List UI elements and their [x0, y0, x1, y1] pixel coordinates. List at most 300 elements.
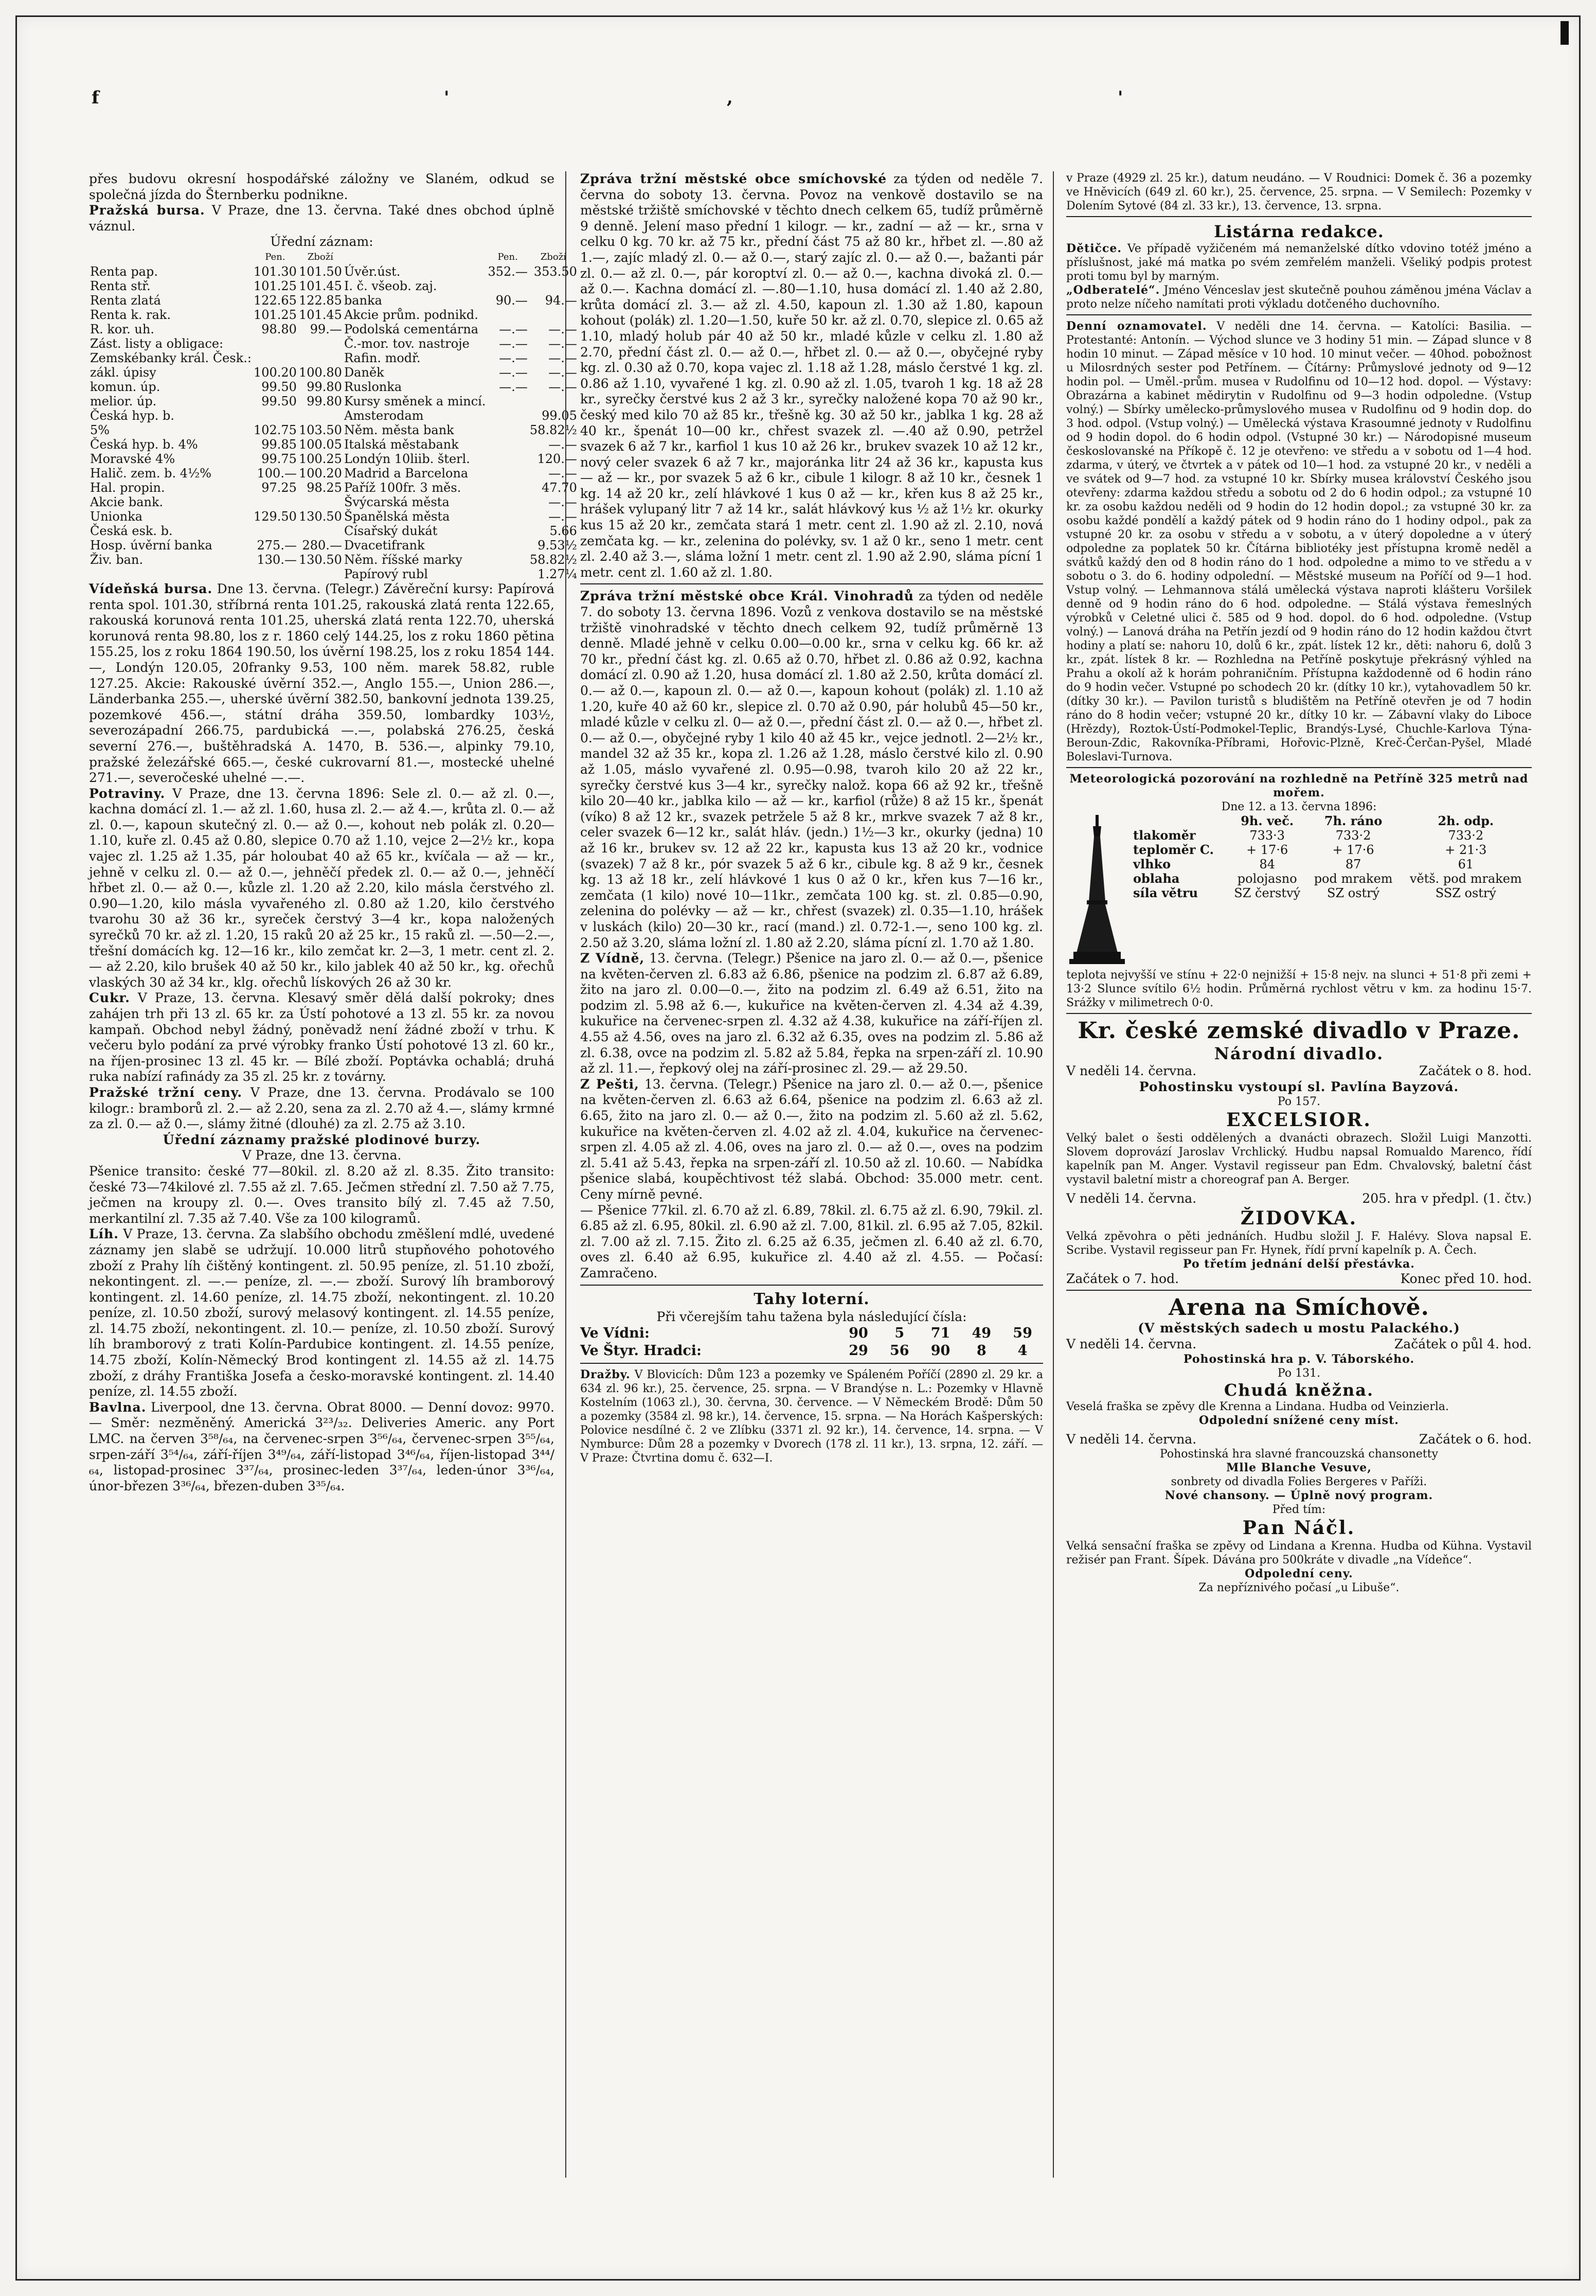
rates-body	[89, 264, 578, 581]
zidovka-note: Po třetím jednání delší přestávka.	[1183, 1257, 1415, 1271]
rates-cell: 122.65	[253, 293, 297, 308]
bavlna-article	[89, 1400, 554, 1494]
rates-cell: 103.50	[298, 422, 342, 437]
rates-cell: Dvacetifrank	[344, 538, 425, 553]
weather-col-header: 9h. več.	[1241, 813, 1294, 828]
rates-cell: 1.27¼	[537, 566, 577, 581]
rates-cell: Londýn 10liib. šterl.	[344, 451, 470, 466]
rates-cell: —.—	[548, 336, 577, 351]
rates-cell: Španělská města	[344, 509, 450, 524]
rates-row	[89, 423, 578, 437]
rates-cell: 99.50	[261, 379, 297, 394]
lottery-number: 56	[889, 1343, 909, 1359]
arena-title: Arena na Smíchově.	[1168, 1294, 1429, 1321]
intro-text: přes budovu okresní hospodářské záložny ve Slaném, odkud se společná jízda do Šternberku podnikne.	[89, 171, 554, 202]
letter-item-text: Jméno Vénceslav jest skutečně pouhou záměnou jména Václav a proto nelze níčeho namítati proti výkladu dotčeného duchovního.	[1066, 284, 1532, 311]
rates-cell: 5.66	[549, 523, 577, 538]
letter-item-text: Ve případě vyžičeném má nemanželské dítko vdovino totéž jméno a příslušnost, jaké má matka po svém zemřelém manželi. Všeliký podpis protest proti tomu byl by marným.	[1066, 242, 1532, 283]
rates-col-header: Zboží	[540, 251, 566, 262]
rates-cell	[487, 509, 528, 524]
rates-row	[89, 452, 578, 466]
rates-cell: Zást. listy a obligace:	[90, 336, 224, 351]
rates-cell: 275.—	[257, 538, 297, 553]
letter-item-head: „Odberatelé“.	[1066, 283, 1160, 297]
pest-grain-head: Z Pešti,	[580, 1076, 639, 1092]
rates-cell	[487, 279, 528, 293]
rates-cell: 352.—	[488, 264, 528, 279]
vinohrady-market-text: za týden od neděle 7. do soboty 13. června 1896. Vozů z venkova dostavilo se na městské tržiště vinohradské v těchto dnech celkem 92, tudíž průměrně 13 denně. Mladé jehně v celku 0.00—0.00 kr., srna v celku kg. 66 kr. až 70 kr., přední část kg. zl. 0.65 až 0.70, hřbet zl. 0.86 až 0.92, kachna domácí zl. 0.90 až 1.20, husa domácí zl. 1.80 až 2.50, krůta domácí zl. 0.— až 0.—, kapoun zl. 0.— až 0.—, kapoun kohout (polák) zl. 1.10 až 1.20, kuře 40 až 60 kr., slepice zl. 0.70 až 0.90, pár holubů 45—50 kr., mladé kůzle v celku zl. 0— až 0.—, přední část zl. 0.— až 0.—, hřbet zl. 0.— až 0.—, obyčejné ryby 1 kilo 40 až 45 kr., vejce jednotl. 2—2½ kr., mandel 32 až 35 kr., kopa zl. 1.26 až 1.28, máslo čerstvé kilo zl. 0.90 až 1.05, máslo vyvařené zl. 0.95—0.98, tvaroh kilo 20 až 22 kr., syrečky čerstvé kus 3—4 kr., syrečky nalož. kopa 66 až 92 kr., třešně kilo 20—40 kr., jablka kilo — až — kr., karfiol (růže) 8 až 15 kr., špenát (víko) 8 až 12 kr., svazek petržele 5 až 8 kr., mrkve svazek 7 až 8 kr., celer svazek 6—12 kr., salát hláv. (jedn.) 1½—3 kr., okurky (jedna) 10 až 16 kr., brukev sv. 12 až 22 kr., kapusta kus 13 až 20 kr., vodnice (svazek) 7 až 8 kr., pór svazek 5 až 6 kr., cibule kg. 8 až 9 kr., česnek kg. 13 až 18 kr., zelí hlávkové 1 kus 0 až 0 kr., křen kus 7—16 kr., zemčata (1 kilo) nové 10—11kr., zemčata 100 kg. st. zl. 0.85—0.90, zelenina do polévky — až — kr., chřest (svazek) zl. 0.35—1.10, hrášek v luskách (kilo) 20—30 kr., rací (mand.) zl. 0.72-1.—, seno 100 kg. zl. 2.50 až 3.20, sláma ložní zl. 1.80 až 2.20, sláma pícní zl. 1.70 až 1.80.	[580, 589, 1043, 950]
rates-row	[89, 437, 578, 452]
zidovka-start: Začátek o 7. hod.	[1066, 1271, 1179, 1286]
produce-exchange-text: Pšenice transito: české 77—80kil. zl. 8.20 až zl. 8.35. Žito transito: české 73—74kilové zl. 7.55 až zl. 7.65. Ječmen střední zl. 7.50 až 7.75, ječmen na kroupy zl. 0.—. Oves transito bílý zl. 7.45 až 7.50, merkantilní zl. 7.35 až 7.40. Vše za 100 kilogramů.	[89, 1163, 554, 1226]
rates-cell: 130.50	[298, 509, 342, 524]
vienna-grain-article	[580, 951, 1043, 1077]
rates-row	[89, 264, 578, 279]
weather-row	[1132, 857, 1532, 871]
zidovka-number: 205. hra v předpl. (1. čtv.)	[1362, 1191, 1532, 1206]
arena-date-1: V neděli 14. června.	[1066, 1336, 1197, 1351]
rates-cell: Renta stř.	[90, 278, 151, 293]
daily-notices	[1066, 319, 1532, 764]
weather-row	[1132, 886, 1532, 900]
rates-cell: 101.30	[253, 264, 297, 279]
weather-date: Dne 12. a 13. června 1896:	[1221, 800, 1377, 813]
arena-schedule-1	[1066, 1337, 1532, 1352]
rates-cell: Renta zlatá	[90, 293, 161, 308]
rates-cell: Živ. ban.	[90, 552, 144, 567]
rates-cell	[529, 308, 578, 322]
print-marks: f ' , '	[92, 87, 1123, 108]
rates-cell	[487, 394, 528, 408]
weather-label: vlhko	[1133, 857, 1171, 871]
arena-guest-2: Pohostinská hra slavné francouzská chansonetty	[1159, 1448, 1439, 1461]
rates-cell: Renta pap.	[90, 264, 158, 279]
vienna-grain-text: 13. června. (Telegr.) Pšenice na jaro zl. 0.— až 0.—, pšenice na květen-červen zl. 6.83 až 6.86, pšenice na podzim zl. 6.87 až 6.89, žito na jaro zl. 0.00—0.—, žito na podzim zl. 6.49 až 6.51, žito na podzim zl. 5.98 až 6.—, kukuřice na květen-červen zl. 4.34 až 4.39, kukuřice na červenec-srpen zl. 4.32 až 4.38, kukuřice na září-říjen zl. 4.55 až 4.56, oves na jaro zl. 6.32 až 6.35, oves na podzim zl. 5.86 až zl. 6.38, ovce na podzim zl. 5.82 až 5.84, řepka na srpen-září zl. 10.90 až zl. 11.—, řepkový olej na září-prosinec zl. 29.— až 29.50.	[580, 951, 1043, 1076]
pest-grain-prices: — Pšenice 77kil. zl. 6.70 až zl. 6.89, 78kil. zl. 6.75 až zl. 6.90, 79kil. zl. 6.85 až zl. 6.95, 80kil. zl. 6.90 až zl. 7.00, 81kil. zl. 6.95 až 7.05, 82kil. zl. 7.00 až zl. 7.15. Žito zl. 6.25 až 6.35, ječmen zl. 6.40 až zl. 6.70, oves zl. 6.40 až 6.95, kukuřice zl. 4.40 až zl. 4.55. — Počasí: Zamračeno.	[580, 1202, 1043, 1280]
arena-program-note: Nové chansony. — Úplně nový program.	[1164, 1489, 1433, 1503]
rates-row	[89, 509, 578, 524]
pan-nacl-note: Odpolední ceny.	[1245, 1567, 1353, 1581]
rates-cell: Papírový rubl	[344, 566, 428, 581]
weather-table	[1132, 814, 1532, 900]
rates-row	[89, 538, 578, 553]
nd-start: Začátek o 8. hod.	[1419, 1063, 1532, 1078]
rates-cell: Podolská cementárna	[344, 322, 479, 336]
weather-value: SZ čerstvý	[1234, 886, 1301, 900]
national-theatre-subtitle: Národní divadlo.	[1214, 1044, 1384, 1063]
cukr-article	[89, 990, 554, 1085]
zidovka-end: Konec před 10. hod.	[1400, 1271, 1532, 1286]
rates-cell	[298, 336, 343, 351]
rates-cell: 99.05	[542, 408, 577, 423]
weather-value: polojasno	[1237, 871, 1297, 886]
weather-title: Meteorologická pozorování na rozhledně na Petříně 325 metrů nad mořem.	[1069, 772, 1529, 799]
cukr-text: V Praze, 13. června. Klesavý směr dělá další pokroky; dnes zahájen trh při 13 zl. 65 kr. za Ústí pohotové a 13 zl. 55 kr. za novou kampaň. Obchod nebyl žádný, poněvadž není žádné zboží v trhu. K večeru bylo podání za prvé výrobky franko Ústí pohotové 13 zl. 60 kr., na říjen-prosinec 13 zl. 45 kr. — Bílé zboží. Poptávka ochablá; druhá ruka nabízí rafinády za 35 zl. 25 kr. z továrny.	[89, 990, 554, 1084]
arena-number: Po 131.	[1277, 1366, 1321, 1380]
rates-row	[89, 279, 578, 293]
lottery-row	[580, 1325, 1043, 1342]
rates-col-header: Pen.	[497, 251, 518, 262]
rates-cell: 99.80	[307, 394, 342, 408]
divider	[580, 1363, 1043, 1364]
prague-bourse-article	[89, 203, 554, 234]
rates-row	[89, 365, 578, 380]
rates-header-row	[89, 250, 578, 264]
rates-row	[89, 308, 578, 322]
weather-value: + 17·6	[1332, 843, 1374, 857]
nd-guest: Pohostinsku vystoupí sl. Pavlína Bayzová.	[1139, 1079, 1459, 1094]
rates-cell: R. kor. uh.	[90, 322, 154, 336]
rates-cell: 99.85	[261, 437, 297, 452]
zidovka-times	[1066, 1271, 1532, 1287]
weather-value: 61	[1458, 857, 1474, 871]
rates-cell: Hosp. úvěrní banka	[90, 538, 212, 553]
divider	[1066, 1013, 1532, 1014]
weather-header-row	[1132, 814, 1532, 828]
rates-cell: 101.25	[253, 278, 297, 293]
rates-cell: 120.—	[537, 451, 577, 466]
weather-value: 84	[1259, 857, 1275, 871]
rates-cell: Italská městabank	[344, 437, 459, 452]
weather-value: + 17·6	[1246, 843, 1288, 857]
arena-guest: Pohostinská hra p. V. Táborského.	[1183, 1352, 1415, 1366]
rates-cell	[487, 524, 528, 538]
column-1	[89, 171, 577, 2239]
market-prices-article	[89, 1085, 554, 1132]
rates-cell: 47.70	[542, 480, 577, 495]
rates-cell: —.—	[548, 466, 577, 480]
rates-cell: Císařský dukát	[344, 523, 438, 538]
rates-cell	[487, 308, 528, 322]
rates-cell	[487, 567, 528, 581]
rates-cell	[487, 423, 528, 437]
letters-title: Listárna redakce.	[1214, 222, 1384, 241]
prague-bourse-text: V Praze, dne 13. června. Také dnes obchod úplně váznul.	[89, 203, 554, 234]
lih-article	[89, 1226, 554, 1400]
rates-cell: 58.82½	[529, 422, 577, 437]
weather-row	[1132, 843, 1532, 857]
rates-cell: 100.80	[298, 365, 342, 380]
lottery-number: 90	[849, 1325, 868, 1342]
rates-cell	[298, 408, 343, 423]
produce-exchange-title: Úřední záznamy pražské plodinové burzy.	[163, 1132, 481, 1147]
rates-cell	[529, 279, 578, 293]
arena-date-2: V neděli 14. června.	[1066, 1431, 1197, 1447]
rates-cell: Česká esk. b.	[90, 523, 173, 538]
auctions-article	[580, 1368, 1043, 1465]
rates-row	[89, 466, 578, 480]
weather-value: 733·2	[1448, 828, 1484, 843]
nd-schedule	[1066, 1063, 1532, 1079]
weather-label: teploměr C.	[1133, 842, 1214, 857]
rates-cell	[487, 437, 528, 452]
produce-exchange-date: V Praze, dne 13. června.	[242, 1148, 402, 1163]
rates-cell: —.—	[548, 365, 577, 380]
nd-date: V neděli 14. června.	[1066, 1063, 1197, 1078]
rates-row	[89, 293, 578, 308]
divider	[1066, 314, 1532, 315]
rates-cell: Česká hyp. b. 4%	[90, 437, 198, 452]
weather-value: 733·3	[1249, 828, 1285, 843]
excelsior-text: Velký balet o šesti oddělených a dvanácti obrazech. Složil Luigi Manzotti. Slovem doprovází Jaroslav Vrchlický. Hudbu napsal Romualdo Marenco, řídí kapelník pan M. Anger. Vystavil regisseur pan Edm. Chvalovský, baletní část vystavil baletní mistr a choreograf pan A. Berger.	[1066, 1132, 1532, 1187]
rates-cell: Amsterodam	[344, 408, 424, 423]
rates-row	[89, 322, 578, 336]
rates-cell	[487, 495, 528, 509]
lottery-city: Ve Vídni:	[580, 1325, 650, 1342]
chuda-knezna-title: Chudá kněžna.	[1224, 1380, 1374, 1400]
rates-cell: —.—	[548, 322, 577, 336]
rates-cell: 99.80	[307, 379, 342, 394]
rates-cell	[298, 351, 343, 365]
rates-row	[89, 480, 578, 495]
lottery-number: 49	[972, 1325, 992, 1342]
rates-cell	[89, 567, 253, 581]
weather-label: síla větru	[1133, 885, 1198, 900]
weather-value: + 21·3	[1445, 843, 1487, 857]
rates-cell: 101.50	[298, 264, 342, 279]
rates-cell: —.—	[499, 350, 528, 365]
weather-block	[1066, 814, 1532, 968]
smichov-market-head: Zpráva tržní městské obce smíchovské	[580, 171, 887, 186]
rates-cell: Akcie bank.	[90, 494, 164, 509]
divider	[1066, 767, 1532, 768]
auctions-text: V Blovicích: Dům 123 a pozemky ve Spáleném Poříčí (2890 zl. 29 kr. a 634 zl. 96 kr.), 25. července, 25. srpna. — V Brandýse n. L.: Pozemky v Hlavně Kostelním (1063 zl.), 30. června, 30. července. — V Německém Brodě: Dům 50 a pozemky (3584 zl. 98 kr.), 14. července, 15. srpna. — Na Horách Kašperských: Polovice nesdílné č. 2 ve Zlíbku (3371 zl. 92 kr.), 14. července, 14. srpna. — V Nymburce: Dům 28 a pozemky v Dvorech (178 zl. 11 kr.), 13. srpna, 12. září. — V Praze: Čtvrtina domu č. 632—I.	[580, 1368, 1043, 1465]
rates-cell: Rafin. modř.	[344, 350, 421, 365]
rates-cell: 58.82½	[529, 552, 577, 567]
rates-cell: banka	[344, 293, 382, 308]
vienna-bourse-article	[89, 581, 554, 786]
bavlna-head: Bavlna.	[89, 1399, 147, 1415]
rates-cell: 100.25	[298, 451, 342, 466]
rates-cell: Úvěr.úst.	[344, 264, 401, 279]
rates-cell: —.—	[499, 379, 528, 394]
pan-nacl-title: Pan Náčl.	[1242, 1517, 1356, 1539]
weather-label: oblaha	[1133, 871, 1180, 886]
lottery-number: 90	[930, 1343, 951, 1359]
bavlna-text: Liverpool, dne 13. června. Obrat 8000. — Denní dovoz: 9970. — Směr: nezměněný. Americká 3²³/₃₂. Deliveries Americ. any Port LMC. na červen 3⁵⁸/₆₄, na červenec-srpen 3⁵⁶/₆₄, červenec-srpen 3⁵⁵/₆₄, srpen-září 3⁵⁴/₆₄, září-říjen 3⁴⁹/₆₄, září-listopad 3⁴⁶/₆₄, říjen-listopad 3⁴⁴/₆₄, listopad-prosinec 3³⁷/₆₄, prosinec-leden 3³⁷/₆₄, leden-únor 3³⁶/₆₄, únor-březen 3³⁶/₆₄, březen-duben 3³⁵/₆₄.	[89, 1399, 554, 1493]
corner-mark	[1561, 21, 1569, 45]
rates-cell	[253, 336, 298, 351]
lih-text: V Praze, 13. června. Za slabšího obchodu změšlení mdlé, uvedené záznamy jen slabě se udržují. 10.000 litrů stupňového pohotového zboží z Prahy líh čištěný kontingent. zl. 50.95 peníze, zl. 51.10 zboží, nekontingent. zl. —.— peníze, zl. —.— zboží. Surový líh bramborový kontingent. zl. 14.60 peníze, zl. 14.75 zboží, nekontingent. zl. 10.20 peníze, zl. 10.50 zboží, surový melasový kontingent. zl. 14.55 peníze, zl. 14.75 zboží, nekontingent. zl. 10.— peníze, zl. 10.50 zboží. Surový líh bramborový z trati Kolín-Pardubice kontingent. zl. 14.55 peníze, 14.75 zboží, Kolín-Německý Brod kontingent zl. 14.55 až zl. 14.75 zboží, z dráhy Františka Josefa a česko-moravské kontingent. zl. 14.40 peníze, zl. 14.55 zboží.	[89, 1226, 554, 1399]
column-3	[1066, 171, 1532, 2239]
rates-cell: 100.20	[298, 466, 342, 480]
rates-cell: —.—	[548, 494, 577, 509]
rates-cell: Akcie prům. podnikd.	[344, 307, 478, 322]
arena-before: Před tím:	[1272, 1503, 1326, 1517]
rates-cell: —.—	[499, 322, 528, 336]
potraviny-head: Potraviny.	[89, 786, 166, 801]
rates-cell: Zemskébanky král. Česk.:	[90, 350, 252, 365]
rates-cell: Daněk	[344, 365, 384, 380]
cukr-head: Cukr.	[89, 990, 130, 1006]
rates-cell: Něm. říšské marky	[344, 552, 462, 567]
pan-nacl-weather: Za nepříznivého počasí „u Libuše“.	[1198, 1581, 1400, 1595]
rates-cell	[253, 408, 298, 423]
arena-schedule-2	[1066, 1432, 1532, 1448]
arena-guest-origin: sonbrety od divadla Folies Bergeres v Paříži.	[1171, 1475, 1427, 1489]
zidovka-text: Velká zpěvohra o pěti jednáních. Hudbu složil J. F. Halévy. Slova napsal E. Scribe. Vystavil regisseur pan Fr. Hynek, řídí první kapelník p. A. Čech.	[1066, 1230, 1532, 1257]
rates-cell: —.—	[499, 365, 528, 380]
rates-cell: Unionka	[90, 509, 143, 524]
rates-cell: 129.50	[253, 509, 297, 524]
rates-cell: Madrid a Barcelona	[344, 466, 469, 480]
rates-cell	[487, 553, 528, 567]
weather-label: tlakoměr	[1133, 828, 1196, 843]
potraviny-article	[89, 786, 554, 991]
arena-start-2: Začátek o 6. hod.	[1419, 1431, 1532, 1447]
divider	[580, 583, 1043, 584]
rates-cell: 102.75	[253, 422, 297, 437]
daily-notices-text: V neděli dne 14. června. — Katolíci: Basilia. — Protestanté: Antonín. — Východ slunce ve 3 hodiny 51 min. — Západ slunce v 8 hodin 10 minut. — Západ měsíce v 10 hod. 10 minut večer. — 40hod. pobožnost u Milosrdných sester pod Petřínem. — Čítárny: Průmyslové jednoty od 9—12 hodin pol. — Uměl.-prům. musea v Rudolfinu od 10—12 hod. dopol. — Výstavy: Obrazárna a kabinet mědirytin v Rudolfinu od 9—3 hodin odpoledne. (Vstup volný.) — Sbírky umělecko-průmyslového musea v Rudolfinu od 9 hodin dop. do 3 hod. odpol. (Vstup volný.) — Umělecká výstava Krasoumné jednoty v Rudolfinu od 9 hodin dopol. do 6 hodin odpol. (Vstupné 30 kr.) — Národopisné museum českoslovanské na Příkopě č. 12 je otevřeno: ve středu a v sobotu od 1—4 hod. zdarma, v úterý, ve čtvrtek a v pátek od 10—1 hod. za vstupné 20 kr., v neděli a ve svátek od 9—7 hod. za vstupné 10 kr. Sbírky musea království Českého jsou otevřeny: zdarma každou středu a sobotu od 2 do 6 hodin odpol.; za vstupné 10 kr. za osobu každou neděli od 9 hodin do 12 hodin dopol.; za vstupné 30 kr. za osobu každé pondělí a každý pátek od 9 hodin ráno do 1 hodiny odpol., pak za vstupné 20 kr. za osobu v středu a v sobotu, a v úterý dopoledne a v úterý odpoledne za poplatek 50 kr. Čítárna bibliotéky jest přístupna kromě neděl a svátků každý den od 8 hodin ráno do 1 hod. odpoledne a mimo to ve středu a v sobotu o 3. do 6. hodiny odpolední. — Městské museum na Poříčí od 9—1 hod. Vstup volný. — Lehmannova stálá umělecká výstava naproti klášteru Voršilek denně od 9 hodin ráno do 6 hod. odpoledne. — Stálá výstava řemeslných výrobků v Celetné ulici č. 585 od 9 hod. dopol. do 6 hod. odpoledne. (Vstup volný.) — Lanová dráha na Petřín jezdí od 9 hodin ráno do 12 hodin každou čtvrt hodiny a platí se: nahoru 10, dolů 6 kr., zpát. lístek 12 kr., děti: nahoru 6, dolů 3 kr., zpát. lístek 8 kr. — Rozhledna na Petříně poskytuje překrásný výhled na Prahu a okolí až k horám pohraničním. Přístupna každodenně od 6 hodin ráno do 9 hodin večer. Vstupné po schodech 20 kr. (dítky 10 kr.), vytahovadlem 50 kr. (dítky 30 kr.). — Pavilon turistů s bludištěm na Petříně otevřen je od 7 hodin ráno do 8 hodin večer; vstupné 20 kr., dítky 10 kr. — Zábavní vlaky do Liboce (Hrězdy), Roztok-Ústí-Podmokel-Teplic, Brandýs-Lysé, Chuchle-Karlova Týna-Beroun-Zdic, Rakovníka-Příbrami, Hořovic-Plzně, Kreč-Čerčan-Pyšel, Mladé Boleslavi-Turnova.	[1066, 320, 1532, 763]
rates-cell: Česká hyp. b.	[90, 408, 174, 423]
weather-value: SZ ostrý	[1327, 886, 1380, 900]
vienna-bourse-head: Vídeňská bursa.	[89, 581, 213, 596]
rates-cell: 100.—	[257, 466, 297, 480]
letter-item	[1066, 242, 1532, 283]
column-2	[580, 171, 1043, 2239]
lottery-city: Ve Štyr. Hradci:	[580, 1343, 702, 1359]
rates-cell: 94.—	[545, 293, 577, 308]
rates-cell: 98.80	[261, 322, 297, 336]
weather-col-header: 7h. ráno	[1324, 813, 1383, 828]
lottery-number: 59	[1013, 1325, 1032, 1342]
rates-cell: Něm. města bank	[344, 422, 454, 437]
rates-cell: Švýcarská města	[344, 494, 450, 509]
rates-cell: 280.—	[302, 538, 342, 553]
weather-value: větš. pod mrakem	[1409, 871, 1522, 886]
weather-value: 87	[1345, 857, 1361, 871]
daily-notices-head: Denní oznamovatel.	[1066, 319, 1207, 333]
arena-guest-name: Mlle Blanche Vesuve,	[1226, 1461, 1372, 1475]
excelsior-title: EXCELSIOR.	[1226, 1109, 1372, 1131]
petrin-tower-icon	[1066, 814, 1128, 968]
rates-cell: I. č. všeob. zaj.	[344, 278, 437, 293]
rates-cell	[298, 524, 343, 538]
auctions-head: Dražby.	[580, 1368, 631, 1382]
smichov-market-text: za týden od neděle 7. června do soboty 13. června. Povoz na venkově dostavilo se na městské tržiště smíchovské v těchto dnech celkem 65, tudíž průměrně 9 denně. Jelení maso přední 1 kilogr. — kr., zadní — až — kr., srna v celku 0 kg. 70 kr. až 75 kr., přední část 75 až 80 kr., hřbet zl. —.80 až 1.—, zajíc mladý zl. 0.— až 0.—, starý zajíc zl. 0.— až 0.—, bažanti pár zl. 0.— až zl. 0.—, pár koroptví zl. 0.— až 0.—, kachna divoká zl. 0.— až 0.—. Kachna domácí zl. —.80—1.10, husa domácí zl. 1.40 až 2.80, krůta domácí zl. 3.— až zl. 4.50, kapoun zl. 1.30 až 1.80, kapoun kohout (polák) zl. 1.20—1.50, kuře 50 kr. až zl. 0.70, slepice zl. 0.65 až 1.10, mladý holub pár 40 až 50 kr., mladé kůzle v celku zl. 1.80 až 2.70, přední část zl. 0.— až 0.—, hřbet zl. 0.— až 0.—, obyčejné ryby kg. zl. 0.30 až 0.70, kopa vajec zl. 1.18 až 1.28, máslo čerstvé 1 kg. zl. 0.86 až 1.10, vyvařené 1 kg. zl. 0.90 až zl. 1.05, tvaroh 1 kg. 18 až 28 kr., syrečky čerstvé kus 2 až 3 kr., syrečky naložené kopa 70 až 90 kr., český med kilo 70 až 85 kr., třešně kg. 30 až 50 kr., jablka 1 kg. 28 až 40 kr., špenát 10—00 kr., chřest svazek zl. —.40 až 0.90, petržel svazek 6 až 7 kr., karfiol 1 kus 10 až 26 kr., brukev svazek 10 až 12 kr., nový celer svazek 6 až 7 kr., majoránka litr 24 až 36 kr., kapusta kus — až — kr., por svazek 5 až 6 kr., cibule 1 kilogr. 8 až 10 kr., česnek 1 kg. 14 až 20 kr., zelí hlávkové 1 kus 0 až — kr., křen kus 8 až 25 kr., hrášek vylupaný litr 7 až 14 kr., salát hlávkový kus ½ až 1½ kr. okurky kus 15 až 20 kr., zemčata stará 1 metr. cent zl. 1.90 až zl. 2.10, nová zemčata kg. — kr., zelenina do polévky, sv. 1 až 0 kr., seno 1 metr. cent zl. 2.40 až 3.—, sláma ložní 1 metr. cent zl. 1.90 až 2.90, sláma pícní 1 metr. cent zl. 1.60 až zl. 1.80.	[580, 171, 1043, 580]
rates-cell	[529, 394, 578, 408]
rates-cell: 99.50	[261, 394, 297, 408]
pan-nacl-text: Velká sensační fraška se zpěvy od Lindana a Krenna. Hudba od Kühna. Vystavil režisér pan Frant. Šípek. Dávána pro 500kráte v divadle „na Vídeňce“.	[1066, 1540, 1532, 1567]
rates-cell: Hal. propin.	[90, 480, 165, 495]
rates-cell: 130.50	[298, 552, 342, 567]
lottery-intro: Při včerejším tahu tažena byla následující čísla:	[656, 1309, 967, 1324]
rates-cell: 99.—	[310, 322, 342, 336]
letter-item	[1066, 283, 1532, 311]
rates-cell	[487, 408, 528, 423]
rates-cell	[253, 567, 298, 581]
rates-cell: komun. úp.	[90, 379, 160, 394]
rates-cell: Halič. zem. b. 4½%	[90, 466, 212, 480]
divider	[1066, 216, 1532, 217]
newspaper-page	[15, 15, 1581, 2281]
weather-row	[1132, 828, 1532, 843]
national-theatre-title: Kr. české zemské divadlo v Praze.	[1078, 1018, 1520, 1044]
vinohrady-market-article	[580, 589, 1043, 951]
rates-cell	[487, 480, 528, 495]
rates-cell: Renta k. rak.	[90, 307, 171, 322]
chuda-knezna-note: Odpolední snížené ceny míst.	[1199, 1413, 1399, 1427]
rates-cell: 97.25	[261, 480, 297, 495]
rates-cell: 101.25	[253, 307, 297, 322]
zidovka-title: ŽIDOVKA.	[1240, 1207, 1358, 1229]
rates-cell	[298, 495, 343, 509]
market-prices-head: Pražské tržní ceny.	[89, 1084, 243, 1100]
letter-item-head: Dětičce.	[1066, 242, 1122, 255]
rates-col-header: Pen.	[265, 251, 285, 262]
weather-row	[1132, 871, 1532, 886]
rates-cell: —.—	[548, 509, 577, 524]
arena-start-1: Začátek o půl 4. hod.	[1394, 1336, 1532, 1351]
rates-row	[89, 524, 578, 538]
lottery-number: 8	[976, 1343, 987, 1359]
rates-cell: zákl. úpisy	[90, 365, 156, 380]
rates-title: Úřední záznam:	[270, 234, 373, 250]
rates-cell: Ruslonka	[344, 379, 402, 394]
potraviny-text: V Praze, dne 13. června 1896: Sele zl. 0.— až zl. 0.—, kachna domácí zl. 1.— až zl. 1.60, husa zl. 2.— až 4.—, krůta zl. 0.— až zl. 0.—, kapoun skutečný zl. 0.— až 0.—, kohout neb polák zl. 0.20—1.10, kuře zl. 0.45 až 0.80, slepice 0.70 až 1.10, vejce 2—2½ kr., kopa vajec zl. 1.25 až 1.35, pár holoubat 40 až 65 kr., kvíčala — až — kr., jehně v celku zl. 0.— až 0.—, jehněčí předek zl. 0.— až 0.—, jehněčí hřbet zl. 0.— až 0.—, kůzle zl. 1.20 až 2.20, kilo másla čerstvého zl. 0.90—1.20, kilo másla vyvařeného zl. 0.80 až 1.20, kilo čerstvého tvarohu 30 až 36 kr., syreček čerstvý 3—4 kr., kopa naložených syrečků 70 kr. až zl. 1.20, 15 raků 20 až 25 kr., 15 raků zl. —.50—2.—, třešní domácích kg. 12—16 kr., kilo zemčat kr. 2—3, 1 metr. cent zl. 2.— až 2.20, kilo brušek 40 až 50 kr., kilo jablek 40 až 50 kr., kg. ořechů vlaských 30 až 34 kr., klg. ořechů lískových 26 až 30 kr.	[89, 786, 554, 990]
lottery-number: 29	[849, 1343, 868, 1359]
lih-head: Líh.	[89, 1226, 119, 1242]
rates-cell: melior. úp.	[90, 394, 157, 408]
rates-cell	[253, 495, 298, 509]
rates-cell	[487, 452, 528, 466]
rates-row	[89, 567, 578, 581]
lottery-row	[580, 1342, 1043, 1360]
lottery-number: 71	[930, 1325, 951, 1342]
weather-col-header: 2h. odp.	[1438, 813, 1494, 828]
rates-cell: 353.50	[533, 264, 577, 279]
vienna-bourse-text: Dne 13. června. (Telegr.) Závěreční kursy: Papírová renta spol. 101.30, stříbrná renta 101.25, rakouská zlatá renta 122.65, rakouská korunová renta 101.25, uherská zlatá renta 122.70, uherská korunová renta 98.80, los z r. 1860 celý 144.25, los z roku 1860 pětina 155.25, los z roku 1864 190.50, los úvěrní 198.25, los z roku 1854 144.—, Londýn 120.05, 20franky 9.53, 100 něm. marek 58.82, ruble 127.25. Akcie: Rakouské úvěrní 352.—, Anglo 155.—, Union 286.—, Länderbanka 255.—, uherské úvěrní 382.50, bankovní jednota 139.25, pozemkové 456.—, státní dráha 359.50, lombardky 103½, severozápadní 266.75, pardubická —.—, polabská 276.25, česká severní 276.—, buštěhradská A. 1470, B. 536.—, alpinky 79.10, pražské železářské 665.—, české cukrovarní 81.—, mostecké uhelné 271.—, severočeské uhelné —.—.	[89, 581, 554, 786]
vienna-grain-head: Z Vídně,	[580, 951, 645, 966]
arena-subtitle: (V městských sadech u mostu Palackého.)	[1138, 1321, 1460, 1336]
rates-row	[89, 351, 578, 365]
rates-row	[89, 394, 578, 408]
rates-cell	[253, 351, 298, 365]
smichov-market-article	[580, 171, 1043, 580]
rates-cell: —.—	[499, 336, 528, 351]
lottery-table	[580, 1325, 1043, 1360]
divider	[580, 1285, 1043, 1286]
rates-cell	[253, 524, 298, 538]
rates-row	[89, 336, 578, 351]
rates-cell	[487, 538, 528, 553]
rates-cell: Kursy směnek a mincí.	[344, 394, 486, 408]
rates-table	[89, 250, 578, 581]
weather-extremes: teplota nejvyšší ve stínu + 22·0 nejnižší + 15·8 nejv. na slunci + 51·8 při zemi + 13·2 Slunce svítilo 6½ hodin. Průměrná rychlost větru v km. za hodinu 15·7. Srážky v milimetrech 0·0.	[1066, 969, 1532, 1009]
rates-cell: —.—	[548, 379, 577, 394]
auctions-continued: v Praze (4929 zl. 25 kr.), datum neudáno. — V Roudnici: Domek č. 36 a pozemky ve Hněvicích (649 zl. 60 kr.), 25. července, 25. srpna. — V Semilech: Pozemky v Dolením Sytové (84 zl. 33 kr.), 13. července, 13. srpna.	[1066, 172, 1532, 212]
weather-body	[1132, 828, 1532, 900]
vinohrady-market-head: Zpráva tržní městské obce Král. Vinohradů	[580, 589, 914, 604]
nd-number: Po 157.	[1277, 1095, 1321, 1109]
rates-cell: 90.—	[495, 293, 528, 308]
divider	[1066, 1290, 1532, 1291]
pest-grain-text: 13. června. (Telegr.) Pšenice na jaro zl. 0.— až 0.—, pšenice na květen-červen zl. 6.63 až 6.64, pšenice na podzim zl. 6.63 až zl. 6.65, žito na jaro zl. 0.— až 0.—, žito na podzim zl. 5.60 až zl. 5.62, kukuřice na květen-červen zl. 4.02 až zl. 4.04, kukuřice na červenec-srpen zl. 4.05 až zl. 4.06, oves na jaro zl. 0.— až 0.—, oves na podzim zl. 5.41 až 5.43, řepka na srpen-září zl. 10.50 až zl. 10.60. — Nabídka pšenice slabá, koupěchtivost též slabá. Obchod: 35.000 metr. cent. Ceny mírně pevné.	[580, 1076, 1044, 1202]
rates-cell: 122.85	[298, 293, 342, 308]
lottery-number: 5	[894, 1325, 905, 1342]
weather-value: 733·2	[1335, 828, 1371, 843]
rates-cell: Paříž 100fr. 3 měs.	[344, 480, 461, 495]
zidovka-schedule	[1066, 1191, 1532, 1207]
rates-cell: —.—	[548, 437, 577, 452]
rates-cell: 130.—	[257, 552, 297, 567]
rates-cell	[298, 567, 343, 581]
rates-cell: Č.-mor. tov. nastroje	[344, 336, 470, 351]
weather-value: SSZ ostrý	[1435, 886, 1496, 900]
lottery-body	[580, 1325, 1043, 1360]
column-rule	[1053, 171, 1054, 2178]
weather-value: pod mrakem	[1314, 871, 1393, 886]
